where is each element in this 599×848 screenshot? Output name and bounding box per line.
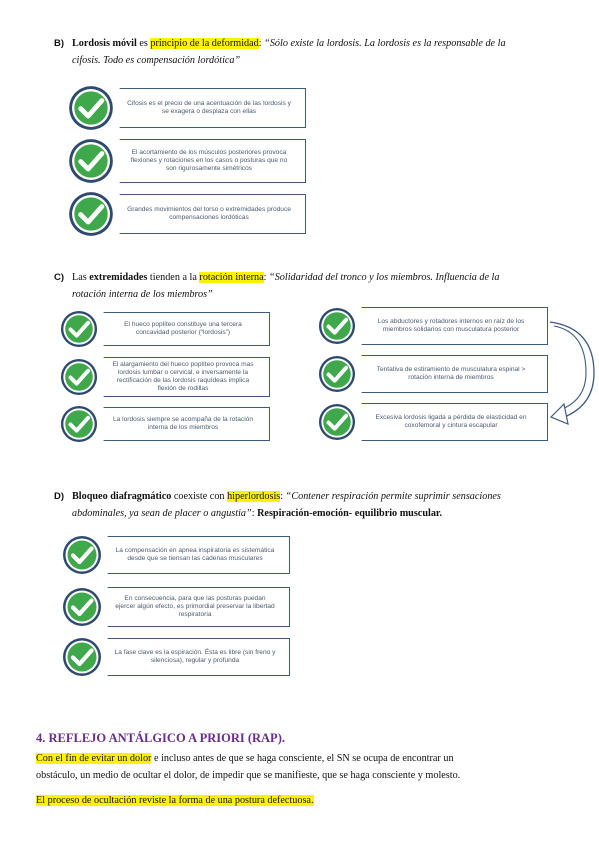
diagram-text: Los abductores y rotadores internos en raíz de los miembros solidarios con musculatura posterior	[377, 318, 525, 333]
check-circle-icon	[62, 637, 102, 682]
check-circle-icon	[68, 191, 114, 242]
section-d-intro: D) Bloqueo diafragmático coexiste con hiperlordosis: “Contener respiración permite suprimir sensaciones abdominales, ya sean de placer o angustia”: Respiración-emoción- equilibrio muscular.	[54, 488, 574, 522]
section-b-intro: B) Lordosis móvil es principio de la deformidad: “Sólo existe la lordosis. La lordosis es la responsable de la cifosis. Todo es compensación lordótica”	[54, 35, 574, 69]
section-4-highlight-2: El proceso de ocultación reviste la forma de una postura defectuosa.	[36, 795, 314, 806]
check-circle-icon	[318, 307, 356, 350]
section-b-highlight: principio de la deformidad	[150, 38, 259, 49]
section-c-bold: extremidades	[89, 272, 148, 283]
check-circle-icon	[68, 138, 114, 189]
diagram-text: El acortamiento de los músculos posteriores provoca flexiones y rotaciones en los casos o posturas que no son rigurosamente simétricos	[130, 149, 288, 172]
section-b-bold: Lordosis móvil	[72, 38, 137, 49]
section-4-heading: 4. REFLEJO ANTÁLGICO A PRIORI (RAP).	[36, 731, 285, 745]
diagram-text: Cifosis es el precio de una acentuación de las lordosis y se exagera o desplaza con ellas	[127, 100, 291, 115]
check-circle-icon	[68, 85, 114, 136]
section-c-marker: C)	[54, 272, 65, 283]
diagram-text: En consecuencia, para que las posturas puedan ejercer algún efecto, es primordial preservar la libertad respiratoria	[115, 595, 275, 618]
diagram-text: Tentativa de estiramiento de musculatura espinal > rotación interna de miembros	[376, 366, 526, 381]
diagram-text: La lordosis siempre se acompaña de la rotación interna de los miembros	[112, 416, 253, 431]
diagram-text: El hueco poplíteo constituye una tercera concavidad posterior (“lordosis”)	[124, 321, 242, 336]
check-circle-icon	[318, 355, 356, 398]
diagram-text: La compensación en apnea inspiratoria es sistemática desde que se tiensan las cadenas musculares	[115, 547, 275, 562]
section-4-paragraph-2	[36, 792, 576, 809]
curved-arrow-icon	[548, 318, 598, 428]
check-circle-icon	[60, 310, 98, 353]
check-circle-icon	[60, 358, 98, 401]
diagram-text: Excesiva lordosis ligada a pérdida de elasticidad en coxofemoral y cintura escapular	[375, 414, 527, 429]
section-d-highlight: hiperlordosis	[227, 491, 281, 502]
section-d-marker: D)	[54, 491, 65, 502]
check-circle-icon	[62, 535, 102, 580]
section-4-highlight-1: Con el fin de evitar un dolor	[36, 753, 152, 764]
diagram-text: El alargamiento del hueco poplíteo provoca mas lordosis lumbar o cervical, e inversamente la rectificación de las lordosis raquídeas implica flexión de rodillas	[112, 361, 254, 392]
diagram-text: La fase clave es la espiración. Ésta es libre (sin freno y silenciosa), regular y profunda	[114, 649, 276, 664]
section-d-bold: Bloqueo diafragmático	[72, 491, 172, 502]
section-c-highlight: rotación interna	[199, 272, 264, 283]
check-circle-icon	[62, 587, 102, 632]
section-b-marker: B)	[54, 38, 65, 49]
section-4-paragraph-1: Con el fin de evitar un dolor e incluso antes de que se haga consciente, el SN se ocupa de encontrar un obstáculo, un medio de ocultar el dolor, de impedir que se manifieste, que se haga consciente y molesto.	[36, 753, 461, 781]
section-c-intro: C) Las extremidades tienden a la rotación interna: “Solidaridad del tronco y los miembros. Influencia de la rotación interna de los miembros”	[54, 269, 574, 303]
section-d-tail: Respiración-emoción- equilibrio muscular.	[257, 508, 443, 519]
check-circle-icon	[318, 403, 356, 446]
check-circle-icon	[60, 405, 98, 448]
diagram-text: Grandes movimientos del torso o extremidades produce compensaciones lordóticas	[127, 206, 291, 221]
